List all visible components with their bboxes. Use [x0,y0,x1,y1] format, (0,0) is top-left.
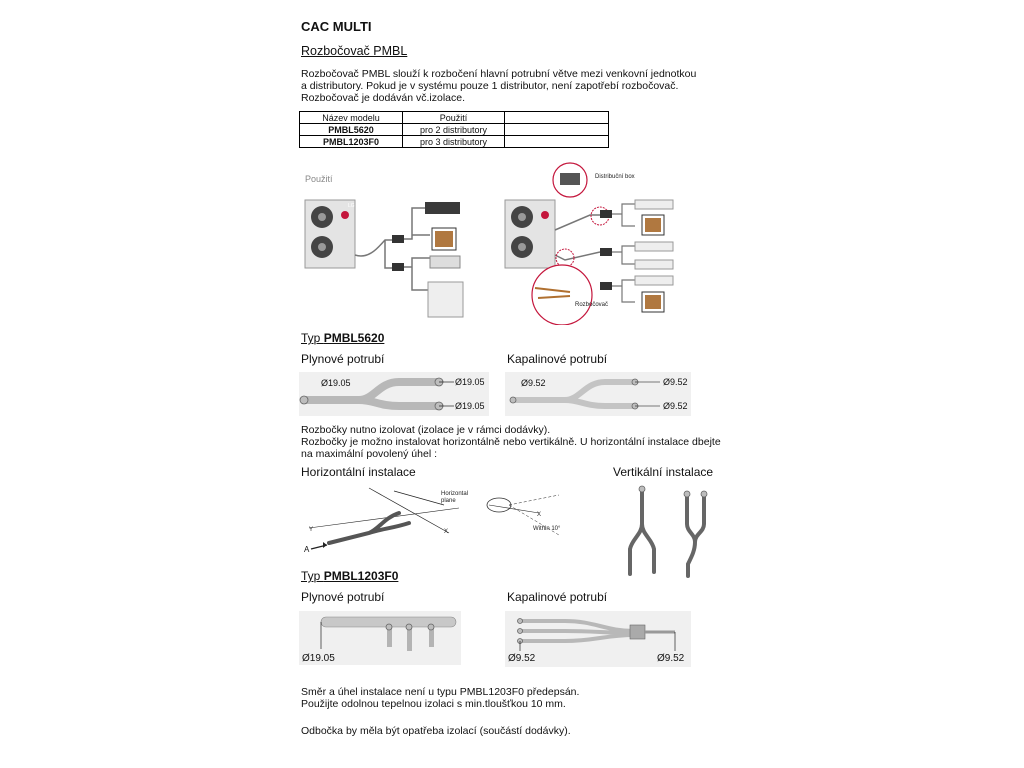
arrow-a-label: A [304,545,310,554]
distribution-box-label: Distribuční box [595,174,635,180]
footer-last: Odbočka by měla být opatřeba izolací (součástí dodávky). [301,725,571,737]
section-title: Rozbočovač PMBL [301,44,408,58]
use-cell: pro 2 distributory [403,124,505,136]
liquid-dim: Ø9.52 [657,653,685,664]
table-row [300,136,609,148]
table-row [300,124,609,136]
indoor-unit-console [428,282,463,317]
outdoor-unit-left [305,200,355,268]
footer-line: Použijte odolnou tepelnou izolaci s min.tloušťkou 10 mm. [301,698,566,710]
liquid-dim: Ø9.52 [508,653,536,664]
type-heading-5620 [301,331,384,345]
empty-cell [505,124,609,136]
model-cell: PMBL1203F0 [300,136,403,148]
within-angle-label: Within 10° [533,526,561,532]
horizontal-plane-label: plane [441,498,456,504]
liquid-pipe-label: Kapalinové potrubí [507,590,608,604]
gas-dim-branch: Ø19.05 [455,377,485,387]
liquid-pipe-label: Kapalinové potrubí [507,352,608,366]
install-notes [301,424,721,460]
header-model: Název modelu [300,112,403,124]
intro-line: a distributory. Pokud je v systému pouze 1 distributor, není zapotřebí rozbočovač. [301,80,679,92]
usage-diagram [300,160,710,325]
axis-x-label: X [537,512,542,518]
gas-splitter-5620 [299,372,489,416]
liquid-header-1203 [505,611,691,667]
vertical-install-diagram [612,484,722,579]
vertical-install-label: Vertikální instalace [613,465,714,479]
table-header-row [300,112,609,124]
splitter-callout [532,265,592,325]
note-line: na maximální povolený úhel : [301,448,437,460]
gas-dim: Ø19.05 [302,653,335,664]
brand-logo: LG [348,203,355,209]
liquid-dim-branch: Ø9.52 [663,377,688,387]
horizontal-install-diagram [299,483,589,568]
intro-line: Rozbočovač je dodáván vč.izolace. [301,92,466,104]
intro-text [301,68,696,104]
note-line: Rozbočky je možno instalovat horizontálně nebo vertikálně. U horizontální instalace dbejte [301,436,721,448]
liquid-dim-main: Ø9.52 [521,378,546,388]
horizontal-install-label: Horizontální instalace [301,465,416,479]
footer-notes [301,686,579,710]
axis-y-label: Y [309,527,314,533]
gas-pipe-label: Plynové potrubí [301,590,385,604]
type-name: PMBL1203F0 [323,569,399,583]
type-heading-1203 [301,569,398,583]
use-cell: pro 3 distributory [403,136,505,148]
gas-pipe-label: Plynové potrubí [301,352,385,366]
indoor-unit-wall [425,202,460,214]
splitter-icon [392,235,404,243]
splitter-label: Rozbočovač [575,302,609,308]
type-name: PMBL5620 [323,331,385,345]
type-prefix: Typ [301,331,324,345]
note-line: Rozbočky nutno izolovat (izolace je v rámci dodávky). [301,424,551,436]
model-table [299,111,609,148]
header-blank [505,112,609,124]
horizontal-plane-label: Horizontal [441,491,469,497]
usage-label: Použití [305,174,333,184]
intro-line: Rozbočovač PMBL slouží k rozbočení hlavní potrubní větve mezi venkovní jednotkou [301,68,697,80]
footer-line: Směr a úhel instalace není u typu PMBL1203F0 předepsán. [301,686,580,698]
page-title: CAC MULTI [301,19,372,34]
outdoor-unit-right [505,200,555,268]
indoor-unit-cassette [430,256,460,268]
splitter-icon [392,263,404,271]
liquid-dim-branch: Ø9.52 [663,401,688,411]
model-cell: PMBL5620 [300,124,403,136]
header-use: Použití [403,112,505,124]
gas-header-1203 [299,611,461,665]
empty-cell [505,136,609,148]
gas-dim-branch: Ø19.05 [455,401,485,411]
gas-dim-main: Ø19.05 [321,378,351,388]
liquid-splitter-5620 [505,372,691,416]
type-prefix: Typ [301,569,324,583]
axis-x-label: X [444,529,449,535]
